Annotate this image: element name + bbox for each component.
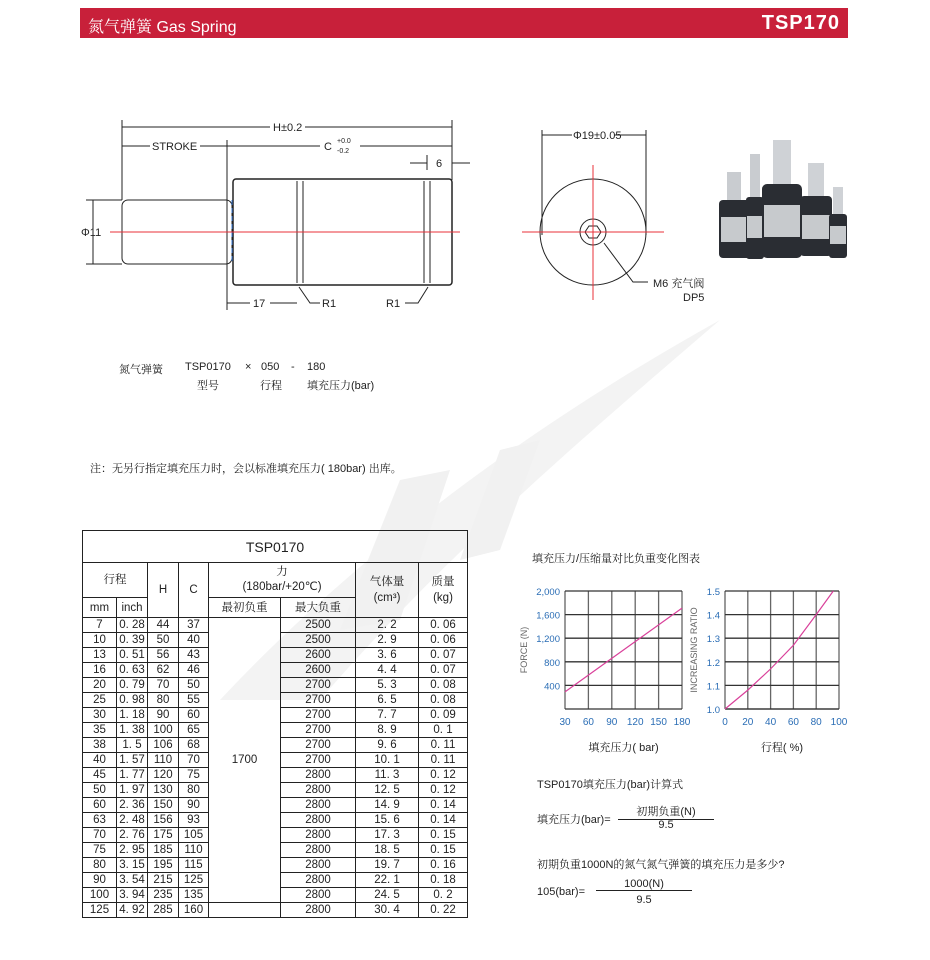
cell-mm: 70 (83, 828, 117, 843)
cell-c: 46 (179, 663, 209, 678)
dim-c-tol-minus: -0.2 (337, 148, 350, 155)
cell-max-load: 2700 (281, 753, 356, 768)
y-tick-label: 1.1 (706, 681, 720, 693)
col-force (209, 563, 356, 598)
cell-inch: 4. 92 (117, 903, 148, 918)
cell-gas: 19. 7 (356, 858, 419, 873)
cell-gas: 6. 5 (356, 693, 419, 708)
cell-h: 50 (148, 633, 179, 648)
cell-gas: 30. 4 (356, 903, 419, 918)
cell-mm: 75 (83, 843, 117, 858)
valve-label: M6 充气阀 (653, 278, 705, 290)
x-tick-label: 180 (673, 717, 691, 728)
cell-max-load: 2800 (281, 903, 356, 918)
cell-h: 130 (148, 783, 179, 798)
cell-gas: 24. 5 (356, 888, 419, 903)
cell-mass: 0. 16 (419, 858, 468, 873)
cell-max-load: 2700 (281, 738, 356, 753)
order-pressure: 180 (307, 361, 326, 373)
cell-inch: 3. 54 (117, 873, 148, 888)
x-tick-label: 60 (787, 717, 799, 728)
col-c: C (179, 563, 209, 618)
y-tick-label: 1,600 (536, 610, 560, 622)
cell-h: 44 (148, 618, 179, 633)
dim-dia11: Φ11 (81, 227, 102, 239)
cell-mm: 35 (83, 723, 117, 738)
x-tick-label: 120 (626, 717, 644, 728)
cell-max-load: 2800 (281, 798, 356, 813)
cell-mass: 0. 12 (419, 768, 468, 783)
cell-max-load: 2600 (281, 663, 356, 678)
cell-gas: 5. 3 (356, 678, 419, 693)
y-axis-label: FORCE (N) (519, 626, 529, 674)
cell-gas: 7. 7 (356, 708, 419, 723)
cell-inch: 0. 63 (117, 663, 148, 678)
cell-h: 100 (148, 723, 179, 738)
cell-inch: 1. 18 (117, 708, 148, 723)
cell-mm: 60 (83, 798, 117, 813)
cell-gas: 12. 5 (356, 783, 419, 798)
cell-max-load: 2700 (281, 693, 356, 708)
charts-title: 填充压力/压缩量对比负重变化图表 (532, 553, 701, 565)
formula-numerator: 初期负重(N) (618, 803, 714, 820)
order-model: TSP0170 (185, 361, 231, 373)
cell-c: 70 (179, 753, 209, 768)
formula-lhs: 填充压力(bar)= (537, 814, 611, 826)
cell-c: 90 (179, 798, 209, 813)
cell-h: 90 (148, 708, 179, 723)
cell-gas: 17. 3 (356, 828, 419, 843)
order-model-label: 型号 (197, 380, 219, 392)
order-code (119, 361, 439, 395)
cell-mass: 0. 18 (419, 873, 468, 888)
cell-inch: 3. 15 (117, 858, 148, 873)
x-tick-label: 20 (742, 717, 754, 728)
y-tick-label: 2,000 (536, 587, 560, 598)
cell-max-load: 2700 (281, 678, 356, 693)
cell-h: 110 (148, 753, 179, 768)
cell-max-load: 2800 (281, 858, 356, 873)
cell-inch: 1. 77 (117, 768, 148, 783)
order-dash: - (291, 361, 295, 373)
col-gas (356, 563, 419, 618)
table-row (83, 618, 468, 633)
cell-mm: 63 (83, 813, 117, 828)
cell-inch: 2. 95 (117, 843, 148, 858)
cell-inch: 0. 51 (117, 648, 148, 663)
table-title: TSP0170 (83, 531, 468, 563)
cell-mass: 0. 06 (419, 618, 468, 633)
cell-mass: 0. 14 (419, 813, 468, 828)
cell-max-load: 2800 (281, 813, 356, 828)
table-row (83, 903, 468, 918)
cell-gas: 11. 3 (356, 768, 419, 783)
cell-mm: 7 (83, 618, 117, 633)
cell-gas: 3. 6 (356, 648, 419, 663)
y-tick-label: 800 (544, 657, 560, 669)
cell-h: 285 (148, 903, 179, 918)
cell-max-load: 2800 (281, 873, 356, 888)
cell-inch: 0. 28 (117, 618, 148, 633)
dim-6: 6 (436, 158, 443, 170)
col-gas-unit: (cm³) (373, 592, 401, 604)
cell-mm: 100 (83, 888, 117, 903)
x-tick-label: 30 (559, 717, 571, 728)
x-tick-label: 100 (830, 717, 848, 728)
dim-dia19: Φ19±0.05 (573, 130, 622, 142)
cell-gas: 15. 6 (356, 813, 419, 828)
cell-mass: 0. 15 (419, 828, 468, 843)
cell-mm: 125 (83, 903, 117, 918)
cell-h: 185 (148, 843, 179, 858)
dim-r1-a: R1 (322, 298, 337, 310)
cell-c: 93 (179, 813, 209, 828)
cell-h: 62 (148, 663, 179, 678)
cell-mass: 0. 09 (419, 708, 468, 723)
cell-h: 56 (148, 648, 179, 663)
cell-c: 105 (179, 828, 209, 843)
header-title: 氮气弹簧 Gas Spring (88, 19, 237, 36)
cell-mm: 16 (83, 663, 117, 678)
formula-numerator-example: 1000(N) (596, 878, 692, 891)
cell-h: 150 (148, 798, 179, 813)
cell-mm: 80 (83, 858, 117, 873)
cell-gas: 8. 9 (356, 723, 419, 738)
x-tick-label: 150 (650, 717, 667, 728)
cell-c: 75 (179, 768, 209, 783)
cell-mm: 25 (83, 693, 117, 708)
cell-mass: 0. 06 (419, 633, 468, 648)
cell-mm: 38 (83, 738, 117, 753)
cell-max-load: 2600 (281, 648, 356, 663)
y-tick-label: 1.2 (706, 657, 720, 669)
product-photo (719, 140, 847, 259)
y-tick-label: 1.0 (706, 705, 720, 716)
formula-lhs-example: 105(bar)= (537, 886, 586, 898)
cell-c: 55 (179, 693, 209, 708)
cell-mass: 0. 12 (419, 783, 468, 798)
formula-question: 初期负重1000N的氮气氮气弹簧的填充压力是多少? (537, 859, 785, 871)
cell-initial-load: 1700 (209, 618, 281, 903)
x-tick-label: 40 (765, 717, 777, 728)
dim-r1-b: R1 (386, 298, 401, 310)
cell-gas: 2. 9 (356, 633, 419, 648)
cell-mm: 20 (83, 678, 117, 693)
col-force-condition: (180bar/+20℃) (242, 581, 322, 593)
y-tick-label: 1,200 (536, 634, 560, 646)
y-tick-label: 1.4 (706, 610, 720, 622)
formula-denominator-example: 9.5 (636, 894, 652, 906)
cell-mass: 0. 07 (419, 663, 468, 678)
cell-gas: 9. 6 (356, 738, 419, 753)
x-tick-label: 80 (810, 717, 822, 728)
cell-inch: 0. 98 (117, 693, 148, 708)
cell-c: 125 (179, 873, 209, 888)
cell-h: 235 (148, 888, 179, 903)
col-stroke: 行程 (83, 563, 148, 598)
cell-mass: 0. 08 (419, 693, 468, 708)
cell-mm: 13 (83, 648, 117, 663)
dim-c-tol-plus: +0.0 (337, 138, 351, 145)
cell-inch: 1. 97 (117, 783, 148, 798)
cell-mm: 40 (83, 753, 117, 768)
dim-c: C (324, 141, 332, 153)
cell-inch: 1. 5 (117, 738, 148, 753)
cell-c: 110 (179, 843, 209, 858)
cell-inch: 3. 94 (117, 888, 148, 903)
cell-max-load: 2500 (281, 633, 356, 648)
y-axis-label: INCREASING RATIO (689, 607, 699, 693)
x-tick-label: 0 (722, 717, 728, 728)
order-pressure-label: 填充压力(bar) (307, 380, 375, 392)
cell-max-load: 2800 (281, 843, 356, 858)
cell-mm: 50 (83, 783, 117, 798)
header-model: TSP170 (761, 12, 840, 34)
technical-drawing (0, 0, 930, 340)
note: 注：无另行指定填充压力时，会以标准填充压力( 180bar) 出库。 (90, 463, 402, 475)
cell-mass: 0. 11 (419, 753, 468, 768)
y-tick-label: 400 (544, 681, 560, 693)
cell-c: 68 (179, 738, 209, 753)
col-mass-label: 质量 (431, 576, 455, 588)
cell-mass: 0. 22 (419, 903, 468, 918)
col-h: H (148, 563, 179, 618)
col-max-load: 最大负重 (281, 598, 356, 618)
cell-h: 80 (148, 693, 179, 708)
col-initial-load: 最初负重 (209, 598, 281, 618)
cell-c: 80 (179, 783, 209, 798)
cell-h: 195 (148, 858, 179, 873)
cell-max-load: 2800 (281, 888, 356, 903)
order-x: × (245, 361, 252, 373)
cell-inch: 2. 76 (117, 828, 148, 843)
formula-title: TSP0170填充压力(bar)计算式 (537, 779, 684, 791)
cell-c: 135 (179, 888, 209, 903)
cell-mm: 90 (83, 873, 117, 888)
cell-c: 115 (179, 858, 209, 873)
cell-max-load: 2700 (281, 708, 356, 723)
cell-max-load: 2700 (281, 723, 356, 738)
order-name: 氮气弹簧 (119, 364, 163, 376)
cell-c: 160 (179, 903, 209, 918)
cell-inch: 2. 36 (117, 798, 148, 813)
cell-c: 65 (179, 723, 209, 738)
order-stroke: 050 (261, 361, 280, 373)
cell-c: 43 (179, 648, 209, 663)
cell-h: 70 (148, 678, 179, 693)
series-line (725, 591, 833, 709)
cell-h: 156 (148, 813, 179, 828)
charts (500, 575, 860, 765)
dim-h: H±0.2 (273, 122, 303, 134)
cell-c: 60 (179, 708, 209, 723)
y-tick-label: 1.5 (706, 587, 720, 598)
cell-gas: 4. 4 (356, 663, 419, 678)
cell-inch: 0. 39 (117, 633, 148, 648)
dim-17: 17 (253, 298, 266, 310)
x-axis-label: 填充压力( bar) (588, 742, 659, 754)
cell-gas: 2. 2 (356, 618, 419, 633)
x-tick-label: 60 (582, 717, 594, 728)
col-mm: mm (83, 598, 117, 618)
cell-inch: 1. 57 (117, 753, 148, 768)
col-gas-label: 气体量 (369, 576, 405, 588)
x-axis-label: 行程( %) (760, 742, 804, 754)
cell-mass: 0. 08 (419, 678, 468, 693)
cell-h: 120 (148, 768, 179, 783)
cell-h: 106 (148, 738, 179, 753)
y-tick-label: 1.3 (706, 634, 720, 646)
cell-mass: 0. 15 (419, 843, 468, 858)
cell-mass: 0. 1 (419, 723, 468, 738)
cell-gas: 18. 5 (356, 843, 419, 858)
cell-inch: 0. 79 (117, 678, 148, 693)
cell-c: 50 (179, 678, 209, 693)
cell-mass: 0. 2 (419, 888, 468, 903)
cell-h: 215 (148, 873, 179, 888)
cell-mass: 0. 14 (419, 798, 468, 813)
cell-c: 40 (179, 633, 209, 648)
cell-inch: 2. 48 (117, 813, 148, 828)
cell-gas: 14. 9 (356, 798, 419, 813)
cell-c: 37 (179, 618, 209, 633)
cell-max-load: 2800 (281, 768, 356, 783)
cell-initial-load-empty (209, 903, 281, 918)
col-inch: inch (117, 598, 148, 618)
cell-mm: 45 (83, 768, 117, 783)
dim-stroke: STROKE (152, 141, 198, 153)
formula-denominator: 9.5 (658, 819, 674, 831)
col-force-label: 力 (276, 566, 288, 578)
cell-gas: 10. 1 (356, 753, 419, 768)
col-mass (419, 563, 468, 618)
cell-mass: 0. 07 (419, 648, 468, 663)
order-stroke-label: 行程 (260, 380, 282, 392)
cell-max-load: 2800 (281, 783, 356, 798)
cell-max-load: 2500 (281, 618, 356, 633)
cell-h: 175 (148, 828, 179, 843)
cell-mm: 30 (83, 708, 117, 723)
spec-table (82, 530, 468, 918)
x-tick-label: 90 (606, 717, 618, 728)
cell-max-load: 2800 (281, 828, 356, 843)
cell-inch: 1. 38 (117, 723, 148, 738)
cell-gas: 22. 1 (356, 873, 419, 888)
series-line (565, 608, 682, 692)
cell-mm: 10 (83, 633, 117, 648)
valve-type: DP5 (683, 292, 705, 304)
cell-mass: 0. 11 (419, 738, 468, 753)
col-mass-unit: (kg) (433, 592, 453, 604)
